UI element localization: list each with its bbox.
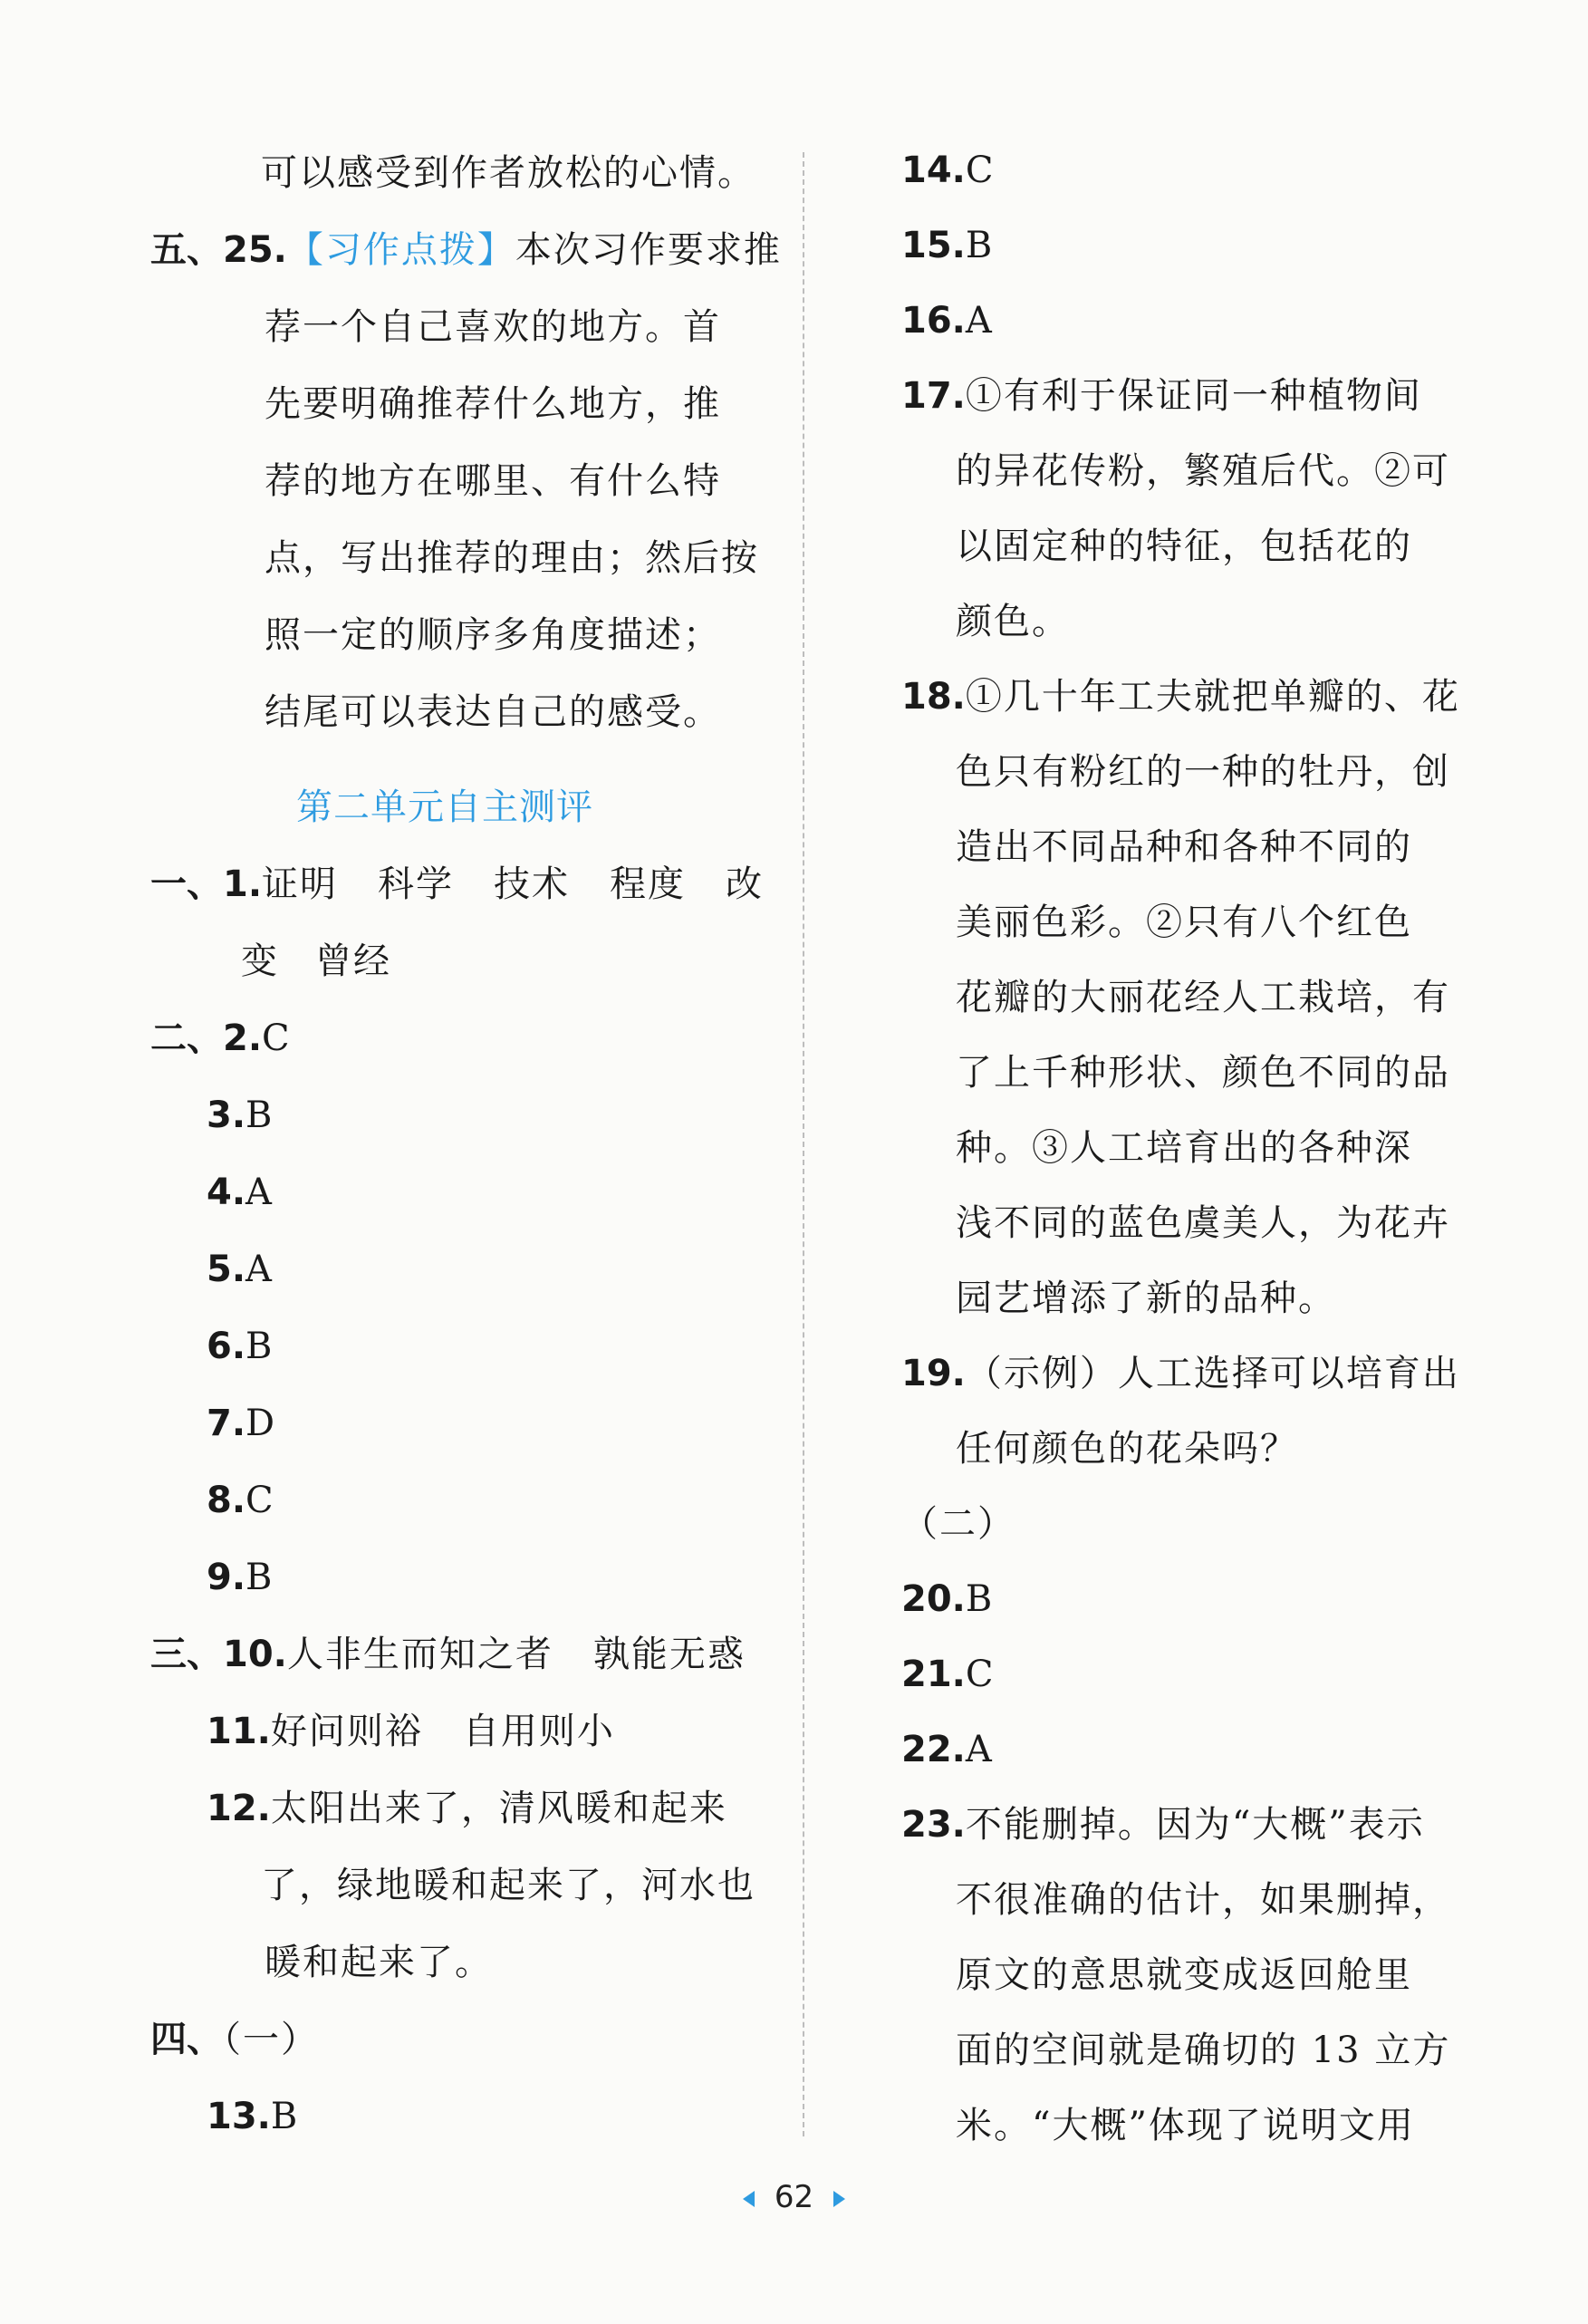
triangle-left-icon [743,2191,755,2207]
question-number: 17. [901,375,966,417]
answer-text: ①有利于保证同一种植物间 [965,375,1422,417]
question-number: 22. [901,1729,966,1770]
question-4 [207,1165,274,1220]
answer-line [956,1121,1412,1175]
answer-text: 浅不同的蓝色虞美人，为花卉 [956,1202,1450,1244]
question-number: 13. [207,2096,271,2137]
answer-word: 科学 [378,863,455,905]
answer-line [956,1046,1450,1100]
question-9 [207,1550,274,1605]
question-number: 2. [223,1017,263,1059]
answer-line [956,895,1412,950]
answer-text: 任何颜色的花朵吗？ [956,1428,1298,1470]
question-number: 8. [207,1480,246,1521]
question-number: 25. [223,229,287,271]
answer-text: 面的空间就是确切的 13 立方 [956,2030,1451,2071]
answer-text: 的异花传粉，繁殖后代。②可 [956,450,1450,492]
question-number: 20. [901,1578,966,1620]
triangle-right-icon [833,2191,845,2207]
answer-text: 造出不同品种和各种不同的 [956,826,1412,868]
answer-line [241,934,391,988]
answer-word: 曾经 [315,940,391,982]
answer-choice: C [965,149,996,191]
answer-choice: B [270,2096,300,2137]
question-number: 11. [207,1711,271,1752]
answer-line [956,1873,1450,1927]
answer-text: 结尾可以表达自己的感受。 [265,691,721,733]
question-number: 3. [207,1094,246,1136]
question-7 [207,1396,276,1451]
section-title: 第二单元自主测评 [296,786,593,828]
answer-line [265,531,759,585]
question-number: 6. [207,1326,246,1367]
answer-choice: A [245,1249,274,1290]
answer-word: 改 [726,863,765,905]
answer-text: （示例）人工选择可以培育出 [965,1353,1460,1394]
question-number: 7. [207,1403,246,1444]
answer-text: 以固定种的特征，包括花的 [956,526,1412,567]
question-22 [901,1722,994,1777]
answer-line [956,1948,1412,2002]
question-16 [901,294,994,348]
answer-line [956,820,1412,874]
answer-text: 美丽色彩。②只有八个红色 [956,902,1412,943]
answer-choice: C [262,1017,292,1059]
question-number: 15. [901,225,966,266]
question-number: 21. [901,1654,966,1695]
answer-choice: C [245,1480,275,1521]
question-11 [207,1704,615,1759]
question-13 [207,2089,299,2144]
answer-text: 不能删掉。因为“大概”表示 [965,1804,1425,1846]
question-number: 4. [207,1172,246,1213]
subsection-label: （一） [223,2019,319,2060]
question-number: 23. [901,1804,966,1846]
answer-text: 暖和起来了。 [265,1942,493,1983]
question-5 [207,1242,274,1297]
answer-line [261,146,756,200]
answer-text: 可以感受到作者放松的心情。 [261,152,756,194]
answer-word: 变 [241,940,279,982]
answer-text: 照一定的顺序多角度描述； [265,614,721,656]
answer-line [956,2023,1450,2078]
answer-line [956,444,1450,498]
answer-choice: A [965,300,994,342]
section-number: 一、 [150,863,223,905]
answer-line [265,608,721,662]
section-number: 五、 [150,229,223,271]
answer-text: 本次习作要求推 [515,229,782,271]
part-4-heading [150,2012,319,2067]
question-1 [150,857,764,911]
answer-line [265,685,721,739]
answer-choice: B [245,1326,274,1367]
question-number: 19. [901,1353,966,1394]
answer-text: 太阳出来了，清风暖和起来 [270,1788,727,1829]
answer-choice: B [965,1578,995,1620]
answer-text: 荐的地方在哪里、有什么特 [265,460,721,502]
answer-word: 程度 [610,863,687,905]
answer-choice: A [965,1729,994,1770]
question-number: 1. [223,863,263,905]
answer-text: 原文的意思就变成返回舱里 [956,1954,1412,1996]
answer-text: 不很准确的估计，如果删掉， [956,1879,1450,1921]
question-number: 12. [207,1788,271,1829]
question-10 [150,1627,746,1682]
question-number: 10. [223,1634,287,1675]
answer-text: 花瓣的大丽花经人工栽培，有 [956,977,1450,1018]
part-2-heading [901,1497,1015,1551]
question-number: 14. [901,149,966,191]
section-number: 三、 [150,1634,223,1675]
page-footer [0,2175,1588,2220]
question-20 [901,1572,994,1626]
answer-text: 好问则裕 [270,1711,423,1752]
question-number: 16. [901,300,966,342]
answer-text: 种。③人工培育出的各种深 [956,1127,1412,1169]
answer-text: 了上千种形状、颜色不同的品 [956,1052,1450,1094]
answer-word: 技术 [494,863,571,905]
answer-line [261,1858,756,1913]
question-number: 18. [901,676,966,718]
answer-line [956,1271,1336,1326]
answer-text: 了，绿地暖和起来了，河水也 [261,1865,756,1906]
tip-tag: 【习作点拨】 [286,229,515,271]
question-number: 9. [207,1557,246,1598]
question-15 [901,218,994,273]
column-divider [803,152,804,2136]
answer-line [956,970,1450,1025]
question-21 [901,1647,995,1702]
answer-text: 孰能无惑 [592,1634,746,1675]
answer-line [956,519,1412,574]
answer-choice: D [245,1403,277,1444]
answer-choice: B [245,1094,274,1136]
answer-text: ①几十年工夫就把单瓣的、花 [965,676,1460,718]
question-8 [207,1473,275,1528]
answer-text: 色只有粉红的一种的牡丹，创 [956,751,1450,793]
question-12 [207,1781,727,1836]
answer-text: 荐一个自己喜欢的地方。首 [265,306,721,348]
answer-text: 人非生而知之者 [286,1634,553,1675]
answer-line [956,745,1450,799]
answer-text: 先要明确推荐什么地方，推 [265,383,721,425]
answer-text: 颜色。 [956,601,1070,642]
question-18 [901,670,1460,724]
answer-line [265,377,721,431]
answer-word: 证明 [262,863,339,905]
section-number: 四、 [150,2019,223,2060]
answer-line [956,2098,1415,2153]
answer-text: 点，写出推荐的理由；然后按 [265,537,759,579]
answer-choice: B [245,1557,274,1598]
page-number: 62 [774,2179,814,2215]
question-19 [901,1346,1460,1401]
answer-text: 园艺增添了新的品种。 [956,1278,1336,1319]
section-number: 二、 [150,1017,223,1059]
answer-line [956,1422,1298,1476]
question-number: 5. [207,1249,246,1290]
question-6 [207,1319,274,1374]
answer-choice: A [245,1172,274,1213]
answer-text: 自用则小 [462,1711,615,1752]
answer-line [265,1935,493,1990]
question-3 [207,1088,274,1143]
question-14 [901,143,995,198]
answer-choice: B [965,225,995,266]
question-23 [901,1798,1425,1852]
answer-line [265,300,721,354]
question-17 [901,369,1422,423]
answer-text: 米。“大概”体现了说明文用 [956,2105,1415,2146]
answer-line [265,454,721,508]
answer-choice: C [965,1654,996,1695]
question-25 [150,223,782,277]
question-2 [150,1011,292,1066]
answer-line [956,594,1070,649]
answer-line [956,1196,1450,1250]
subsection-label: （二） [901,1503,1015,1545]
